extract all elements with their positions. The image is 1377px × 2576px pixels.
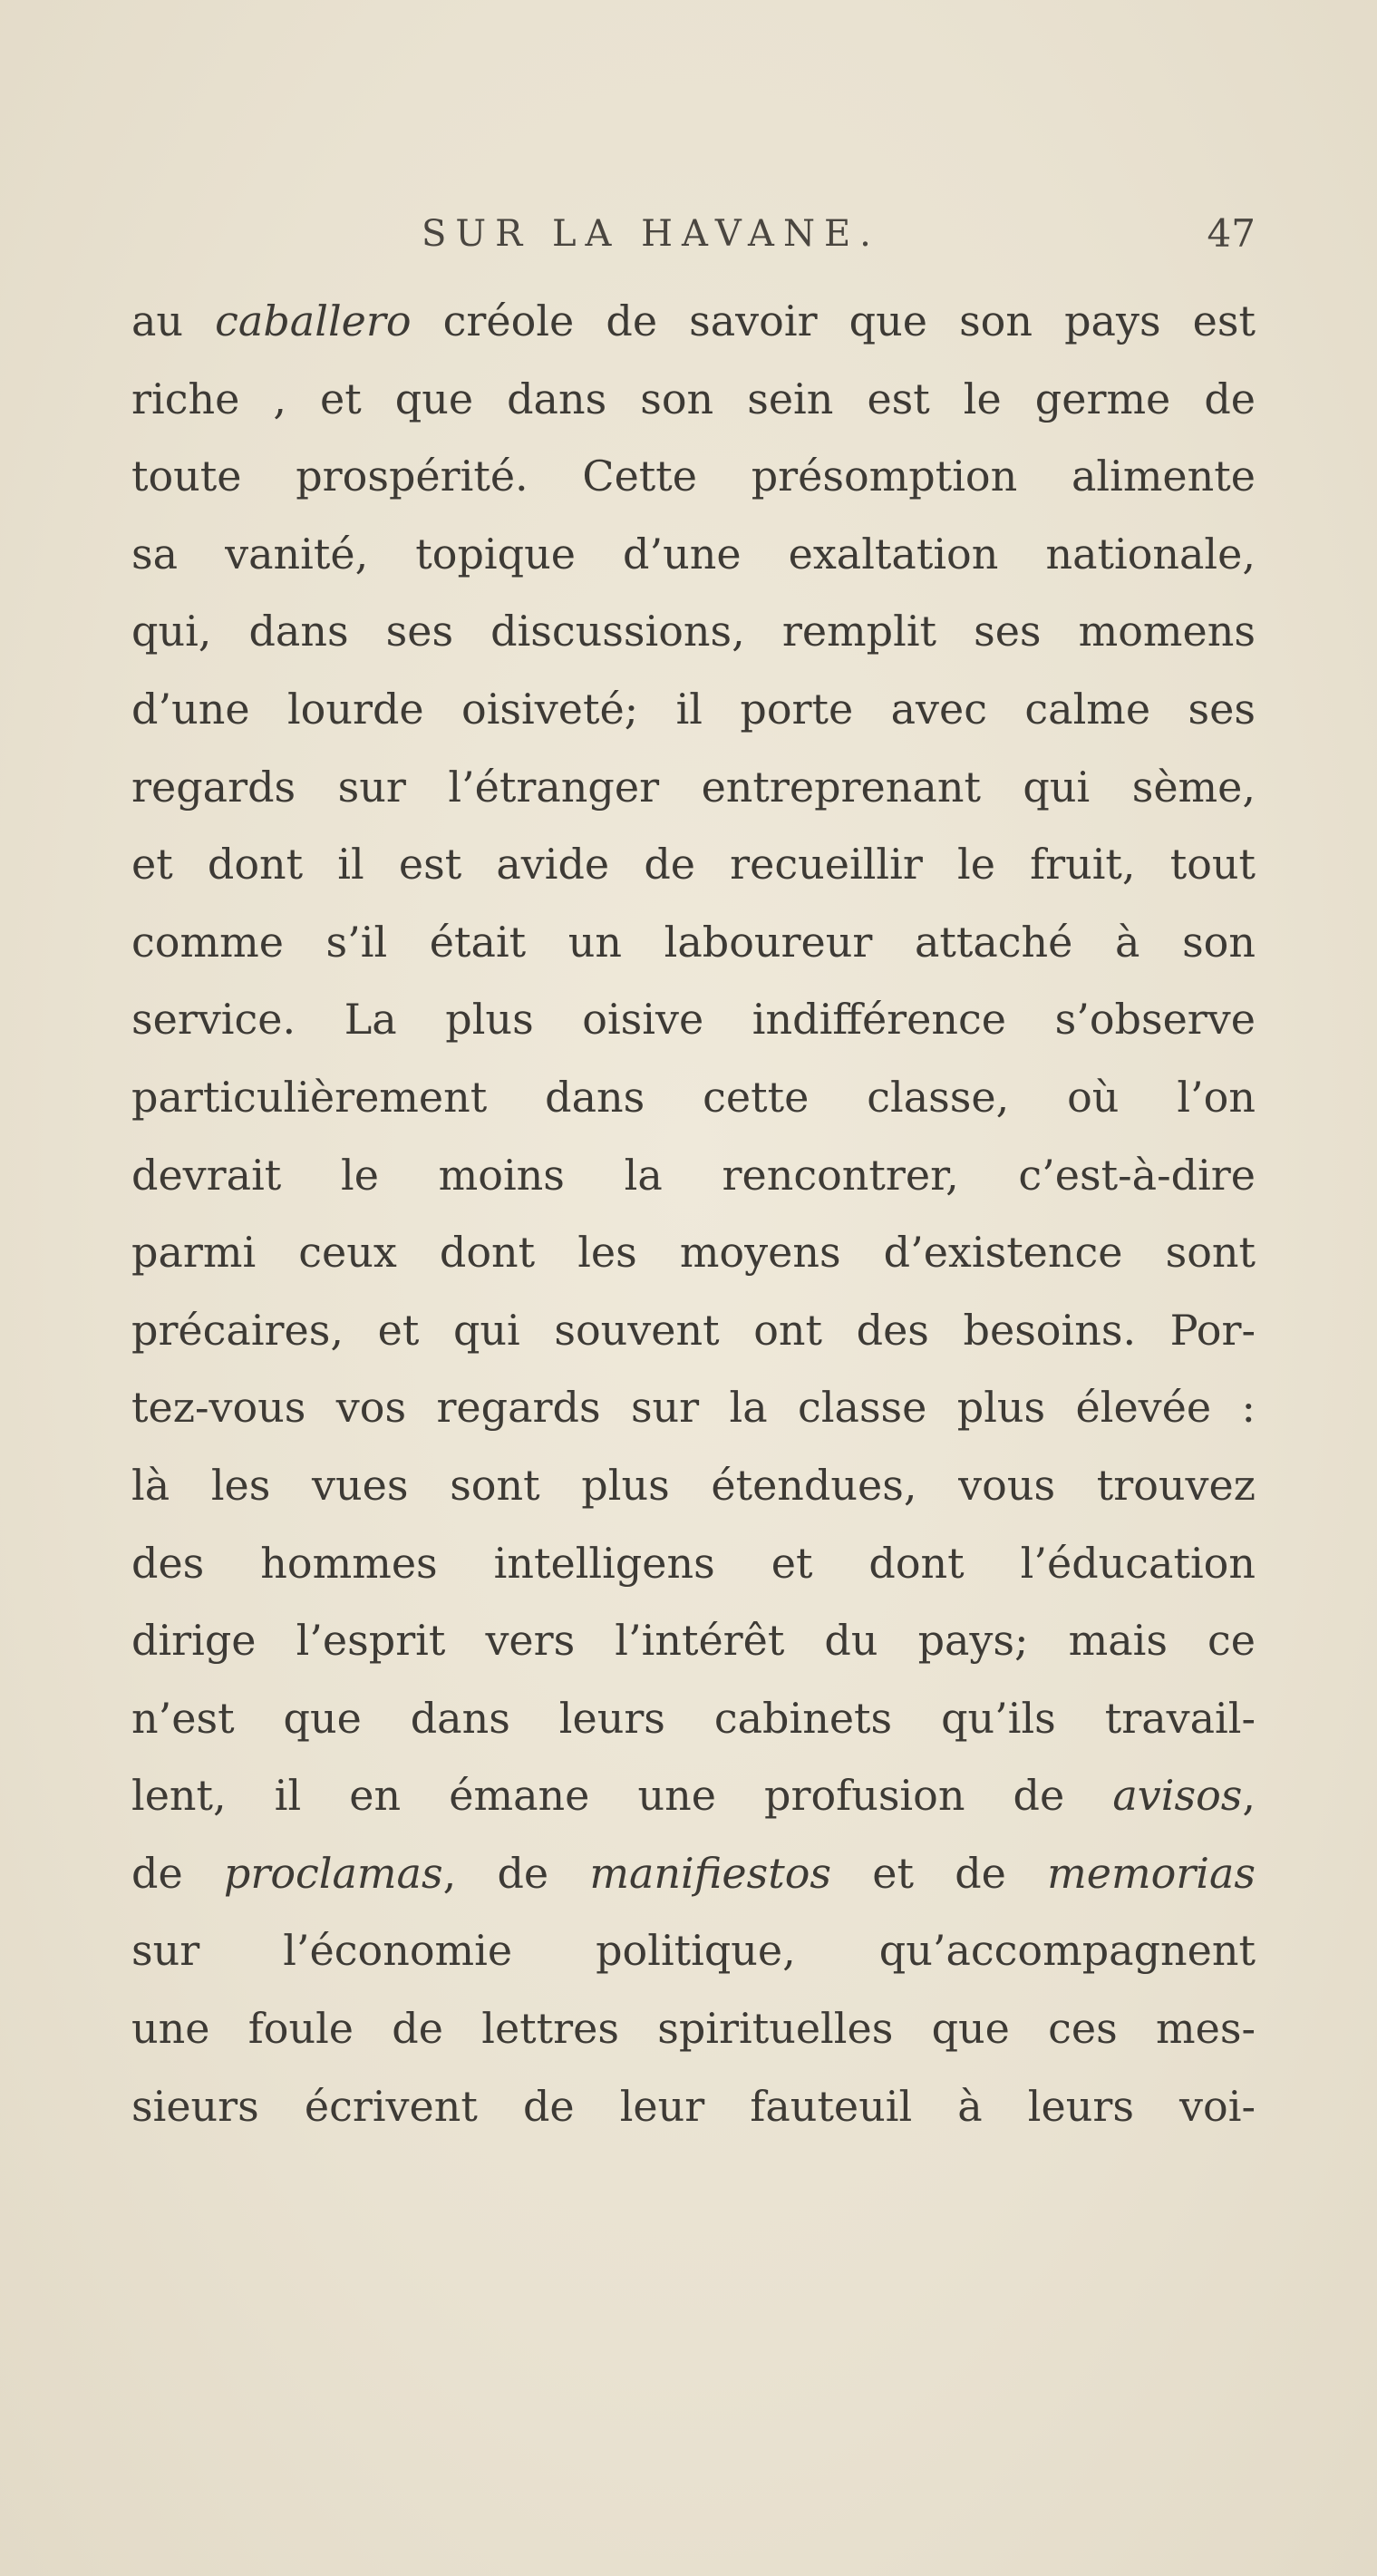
text-line: service. La plus oisive indifférence s’observe — [131, 995, 1256, 1045]
text-line: particulièrement dans cette classe, où l’on — [131, 1072, 1256, 1122]
text-line: au caballero créole de savoir que son pays est — [131, 296, 1256, 345]
text-line: de proclamas, de manifiestos et de memorias — [131, 1848, 1256, 1898]
page-number: 47 — [1207, 211, 1256, 256]
text-line: précaires, et qui souvent ont des besoins. Por- — [131, 1305, 1256, 1355]
italic-term: memorias — [1047, 1848, 1256, 1898]
text-line: tez-vous vos regards sur la classe plus élevée : — [131, 1383, 1256, 1433]
text-line: comme s’il était un laboureur attaché à son — [131, 917, 1256, 967]
text-line: riche , et que dans son sein est le germe de — [131, 374, 1256, 423]
text-line: sur l’économie politique, qu’accompagnent — [131, 1926, 1256, 1976]
text-line: sa vanité, topique d’une exaltation nationale, — [131, 529, 1256, 578]
page-header — [131, 207, 1256, 261]
italic-term: avisos — [1112, 1771, 1243, 1821]
text-line: une foule de lettres spirituelles que ces mes- — [131, 2004, 1256, 2054]
running-head: SUR LA HAVANE. — [422, 213, 880, 255]
text-line: d’une lourde oisiveté; il porte avec calme ses — [131, 684, 1256, 734]
text-line: qui, dans ses discussions, remplit ses momens — [131, 607, 1256, 656]
italic-term: manifiestos — [589, 1848, 832, 1898]
text-line: dirige l’esprit vers l’intérêt du pays; mais ce — [131, 1616, 1256, 1666]
text-line: toute prospérité. Cette présomption alimente — [131, 452, 1256, 501]
text-line: parmi ceux dont les moyens d’existence sont — [131, 1228, 1256, 1278]
text-line: et dont il est avide de recueillir le fruit, tout — [131, 840, 1256, 889]
italic-term: caballero — [215, 296, 412, 345]
text-line: devrait le moins la rencontrer, c’est-à-dire — [131, 1150, 1256, 1200]
text-line: sieurs écrivent de leur fauteuil à leurs voi- — [131, 2081, 1256, 2131]
italic-term: proclamas — [223, 1848, 443, 1898]
text-line: lent, il en émane une profusion de avisos, — [131, 1771, 1256, 1821]
text-line: des hommes intelligens et dont l’éducation — [131, 1538, 1256, 1588]
text-line: là les vues sont plus étendues, vous trouvez — [131, 1460, 1256, 1510]
text-line: n’est que dans leurs cabinets qu’ils travail- — [131, 1693, 1256, 1743]
text-line: regards sur l’étranger entreprenant qui sème, — [131, 762, 1256, 812]
body-text — [131, 283, 1256, 2145]
